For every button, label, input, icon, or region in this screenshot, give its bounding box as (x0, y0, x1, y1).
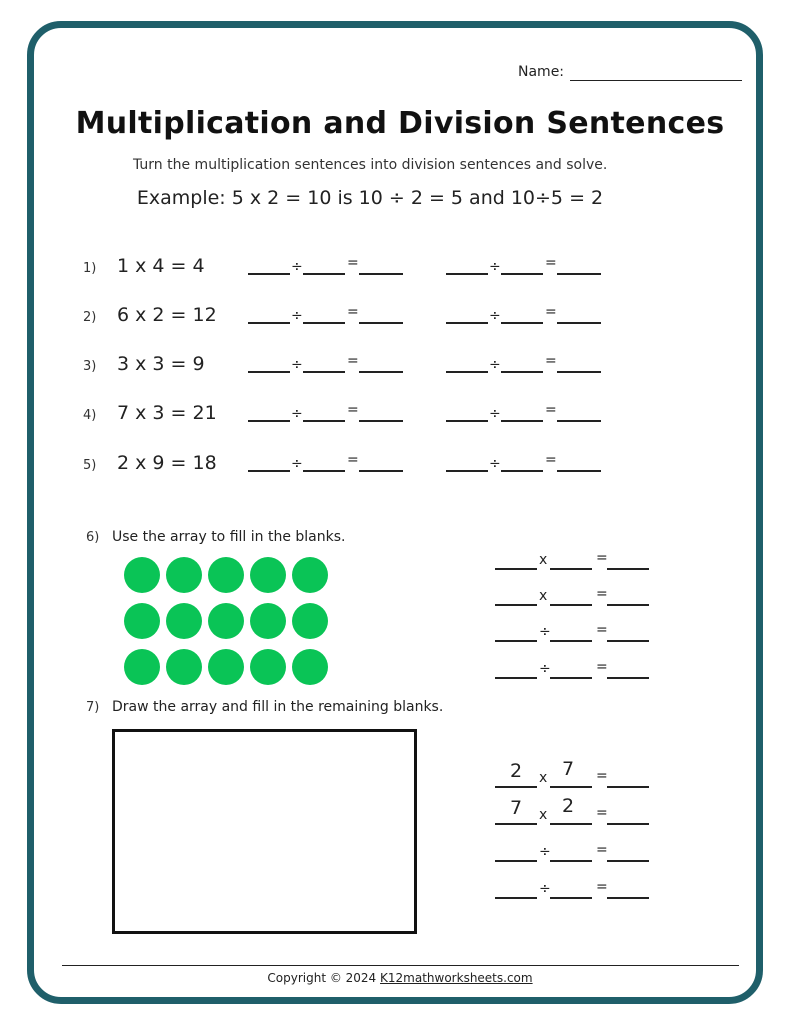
example-sentence: Example: 5 x 2 = 10 is 10 ÷ 2 = 5 and 10÷5 = 2 (136, 187, 604, 209)
q7-number: 7) (86, 700, 100, 715)
q7-blank[interactable] (550, 823, 592, 825)
q6-blank[interactable] (607, 604, 649, 606)
array-dot (208, 603, 244, 639)
q6-blank[interactable] (607, 640, 649, 642)
answer-blank[interactable] (501, 371, 543, 373)
answer-blank[interactable] (501, 420, 543, 422)
q7-blank[interactable] (495, 823, 537, 825)
equals-sign: = (596, 768, 608, 784)
equals-sign: = (596, 805, 608, 821)
equals-sign: = (596, 879, 608, 895)
q7-blank[interactable] (607, 786, 649, 788)
array-dot (292, 603, 328, 639)
q6-instructions: Use the array to fill in the blanks. (112, 529, 346, 545)
footer (0, 971, 800, 985)
array-dot (124, 557, 160, 593)
q6-blank[interactable] (495, 604, 537, 606)
answer-blank[interactable] (359, 322, 403, 324)
answer-blank[interactable] (446, 371, 488, 373)
array-dot (166, 649, 202, 685)
divide-sign: ÷ (539, 624, 551, 640)
answer-blank[interactable] (446, 470, 488, 472)
given-factor: 2 (561, 795, 575, 817)
equals-sign: = (545, 452, 557, 468)
equals-sign: = (545, 402, 557, 418)
footer-divider (62, 965, 739, 966)
equals-sign: = (545, 255, 557, 271)
problem-sentence: 2 x 9 = 18 (117, 452, 217, 474)
answer-blank[interactable] (303, 273, 345, 275)
q6-blank[interactable] (550, 677, 592, 679)
equals-sign: = (545, 304, 557, 320)
divide-sign: ÷ (539, 881, 551, 897)
equals-sign: = (347, 255, 359, 271)
given-factor: 7 (561, 758, 575, 780)
array-dot (124, 649, 160, 685)
q7-blank[interactable] (495, 786, 537, 788)
times-sign: x (539, 588, 548, 604)
answer-blank[interactable] (557, 371, 601, 373)
q6-blank[interactable] (495, 640, 537, 642)
divide-sign: ÷ (489, 406, 501, 422)
array-dot (124, 603, 160, 639)
q6-blank[interactable] (550, 568, 592, 570)
q7-instructions: Draw the array and fill in the remaining blanks. (112, 699, 444, 715)
q6-number: 6) (86, 530, 100, 545)
answer-blank[interactable] (557, 273, 601, 275)
page-title: Multiplication and Division Sentences (75, 106, 725, 141)
answer-blank[interactable] (359, 371, 403, 373)
array-dot (250, 557, 286, 593)
array-dot (208, 557, 244, 593)
answer-blank[interactable] (446, 273, 488, 275)
divide-sign: ÷ (539, 661, 551, 677)
equals-sign: = (545, 353, 557, 369)
q6-blank[interactable] (607, 677, 649, 679)
q6-blank[interactable] (550, 640, 592, 642)
given-factor: 2 (509, 760, 523, 782)
answer-blank[interactable] (303, 371, 345, 373)
array-dot (166, 557, 202, 593)
problem-number: 2) (83, 310, 97, 325)
answer-blank[interactable] (248, 371, 290, 373)
answer-blank[interactable] (248, 420, 290, 422)
name-blank[interactable] (570, 80, 742, 81)
q7-blank[interactable] (495, 860, 537, 862)
equals-sign: = (596, 842, 608, 858)
divide-sign: ÷ (291, 357, 303, 373)
problem-number: 1) (83, 261, 97, 276)
problem-sentence: 7 x 3 = 21 (117, 402, 217, 424)
name-label: Name: (518, 64, 565, 80)
answer-blank[interactable] (446, 322, 488, 324)
answer-blank[interactable] (557, 470, 601, 472)
problem-sentence: 3 x 3 = 9 (117, 353, 205, 375)
answer-blank[interactable] (303, 322, 345, 324)
problem-sentence: 1 x 4 = 4 (117, 255, 205, 277)
equals-sign: = (596, 659, 608, 675)
answer-blank[interactable] (248, 322, 290, 324)
answer-blank[interactable] (248, 273, 290, 275)
answer-blank[interactable] (501, 273, 543, 275)
q6-blank[interactable] (607, 568, 649, 570)
q7-blank[interactable] (550, 897, 592, 899)
answer-blank[interactable] (501, 322, 543, 324)
times-sign: x (539, 807, 548, 823)
q6-blank[interactable] (550, 604, 592, 606)
equals-sign: = (596, 550, 608, 566)
answer-blank[interactable] (446, 420, 488, 422)
answer-blank[interactable] (248, 470, 290, 472)
q6-blank[interactable] (495, 677, 537, 679)
equals-sign: = (347, 353, 359, 369)
answer-blank[interactable] (359, 470, 403, 472)
problem-number: 3) (83, 359, 97, 374)
answer-blank[interactable] (359, 420, 403, 422)
equals-sign: = (596, 586, 608, 602)
array-dot (166, 603, 202, 639)
q7-blank[interactable] (607, 897, 649, 899)
equals-sign: = (347, 304, 359, 320)
copyright-text: Copyright © 2024 (267, 971, 377, 985)
q7-blank[interactable] (495, 897, 537, 899)
array-dot (250, 603, 286, 639)
q7-blank[interactable] (607, 823, 649, 825)
answer-blank[interactable] (359, 273, 403, 275)
instructions: Turn the multiplication sentences into division sentences and solve. (133, 157, 608, 173)
array-dot (292, 649, 328, 685)
divide-sign: ÷ (489, 357, 501, 373)
problem-sentence: 6 x 2 = 12 (117, 304, 217, 326)
equals-sign: = (347, 402, 359, 418)
site-link[interactable]: K12mathworksheets.com (380, 971, 533, 985)
divide-sign: ÷ (291, 308, 303, 324)
divide-sign: ÷ (291, 406, 303, 422)
divide-sign: ÷ (539, 844, 551, 860)
array-dot (208, 649, 244, 685)
q7-blank[interactable] (550, 860, 592, 862)
problem-number: 4) (83, 408, 97, 423)
q7-blank[interactable] (550, 786, 592, 788)
q6-blank[interactable] (495, 568, 537, 570)
problem-number: 5) (83, 458, 97, 473)
answer-blank[interactable] (303, 420, 345, 422)
divide-sign: ÷ (489, 259, 501, 275)
divide-sign: ÷ (291, 456, 303, 472)
given-factor: 7 (509, 797, 523, 819)
q7-blank[interactable] (607, 860, 649, 862)
answer-blank[interactable] (303, 470, 345, 472)
times-sign: x (539, 552, 548, 568)
divide-sign: ÷ (489, 456, 501, 472)
divide-sign: ÷ (291, 259, 303, 275)
times-sign: x (539, 770, 548, 786)
answer-blank[interactable] (557, 420, 601, 422)
divide-sign: ÷ (489, 308, 501, 324)
equals-sign: = (347, 452, 359, 468)
answer-blank[interactable] (501, 470, 543, 472)
array-dot (250, 649, 286, 685)
array-dot (292, 557, 328, 593)
equals-sign: = (596, 622, 608, 638)
answer-blank[interactable] (557, 322, 601, 324)
array-drawing-box[interactable] (112, 729, 417, 934)
